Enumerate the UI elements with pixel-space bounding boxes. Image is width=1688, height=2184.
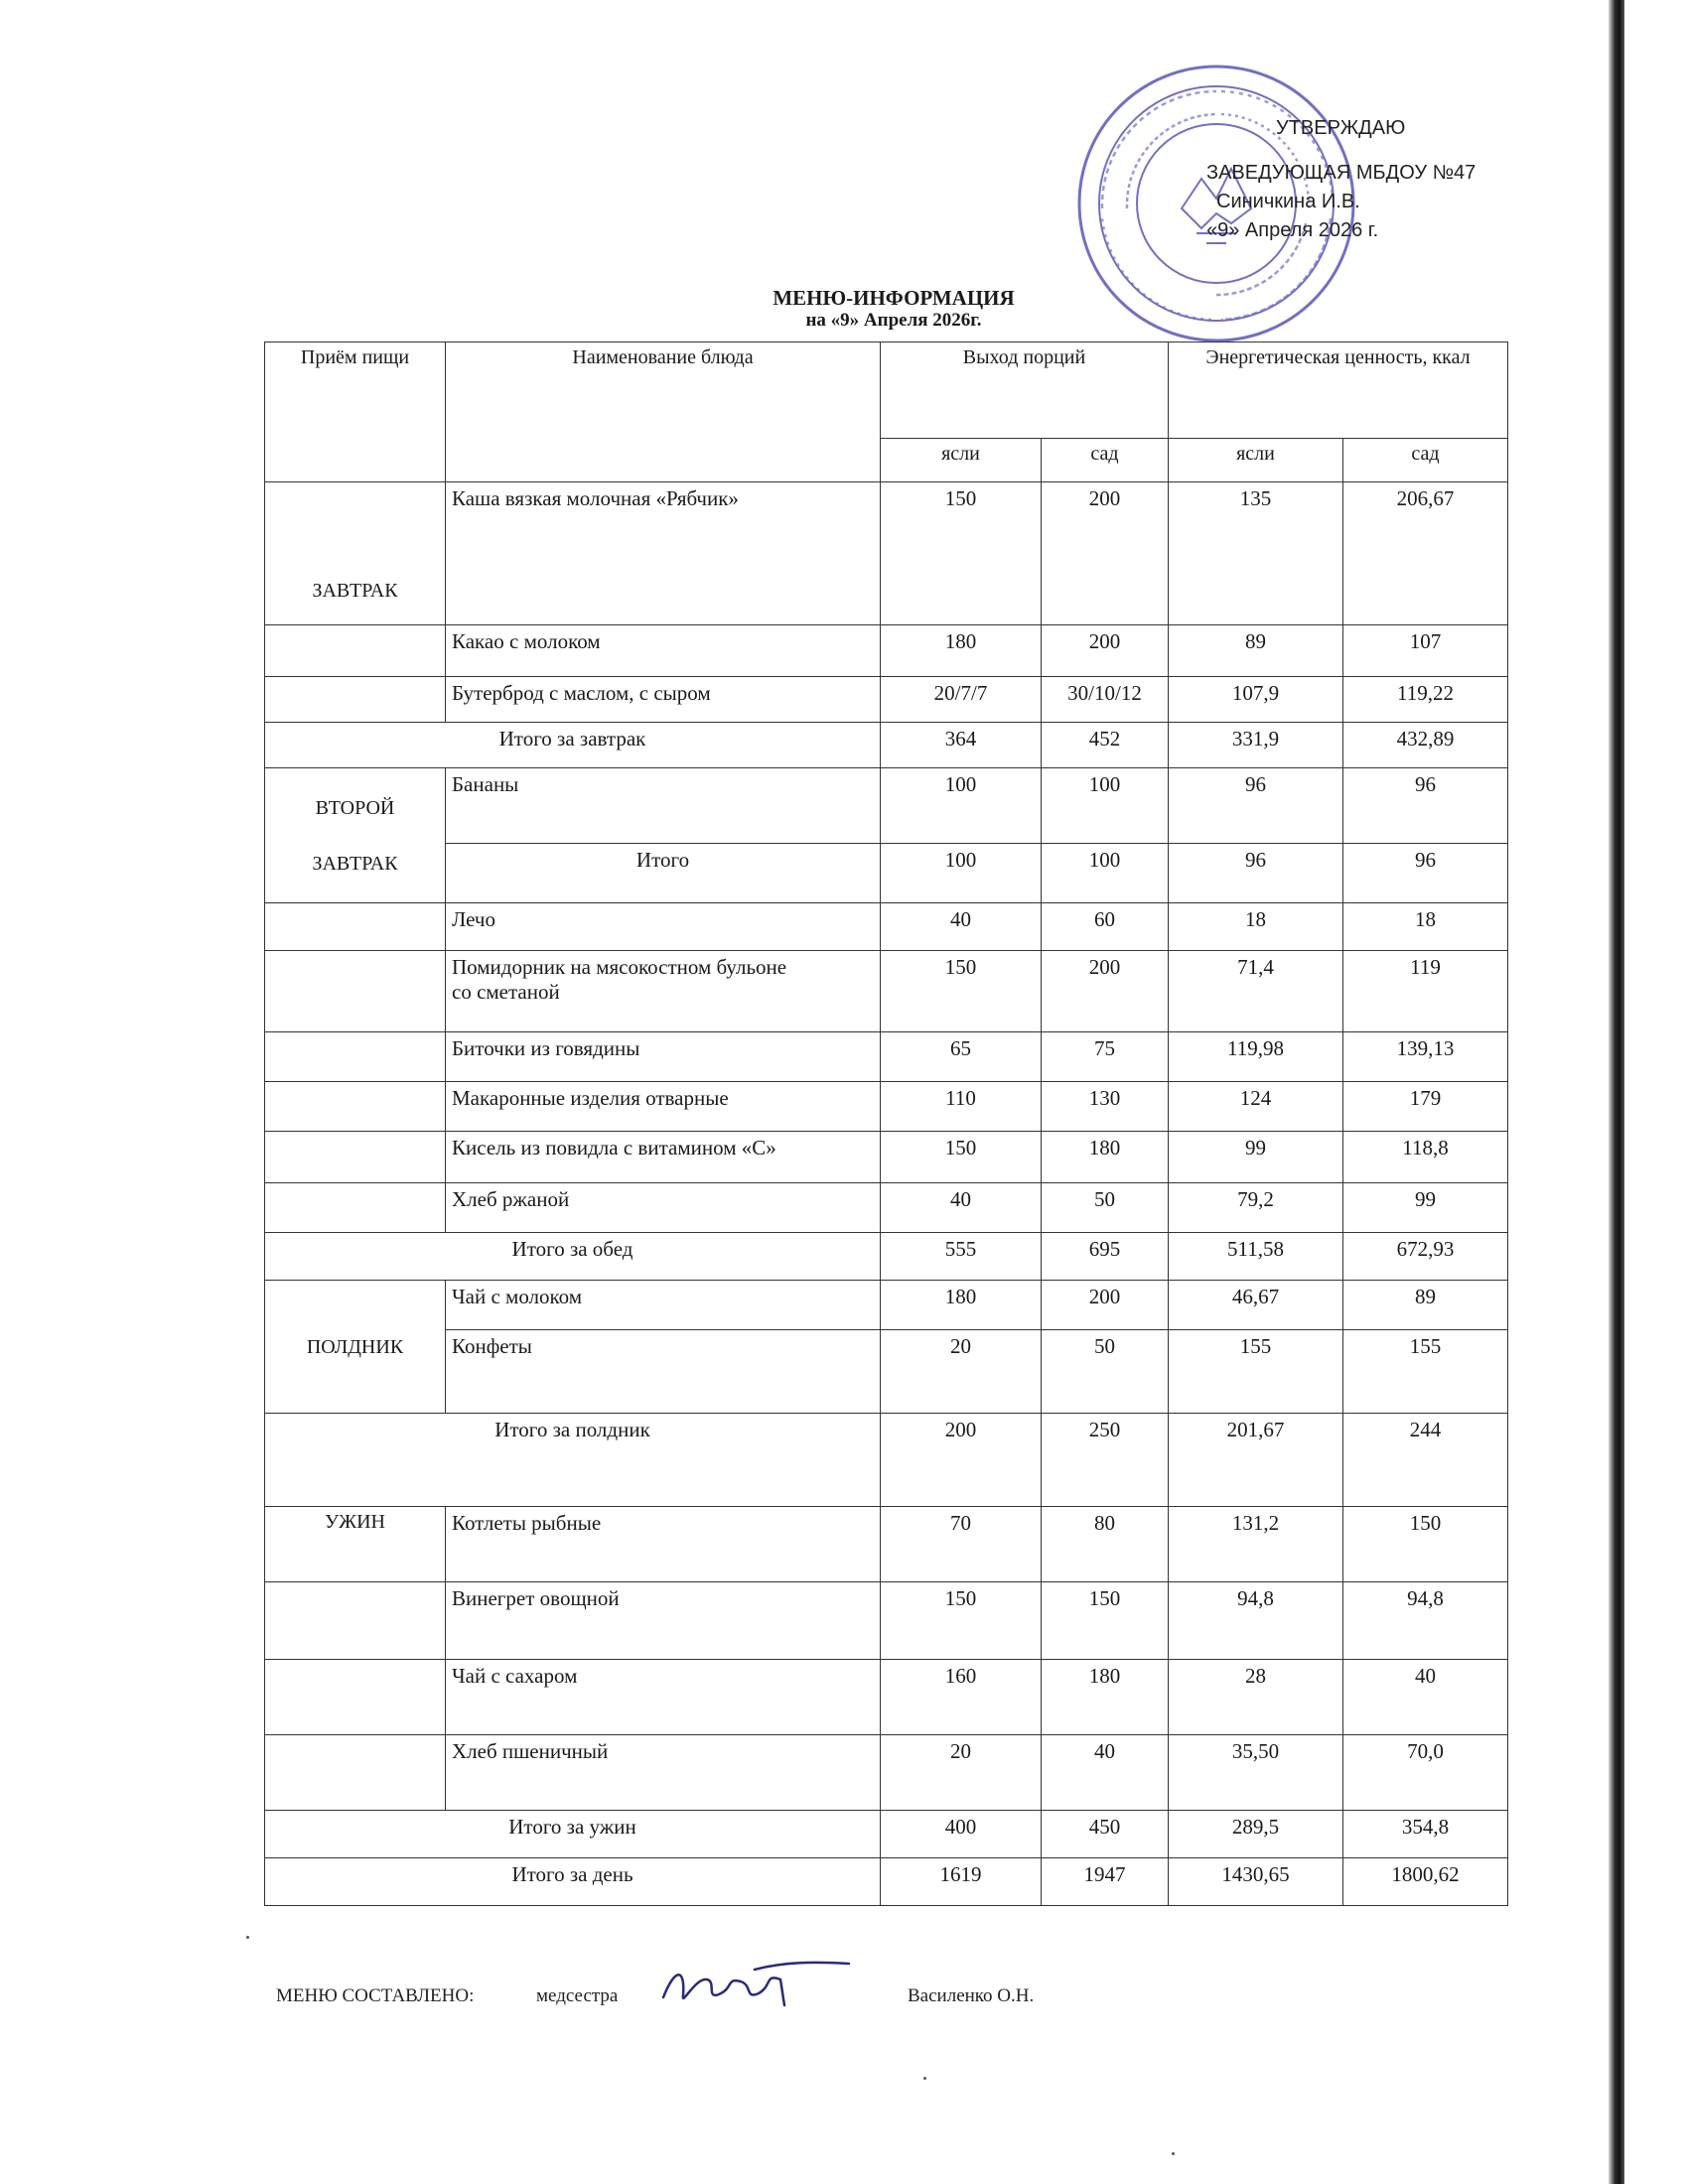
meal-second-breakfast [265, 768, 446, 903]
dish-name: Котлеты рыбные [446, 1507, 881, 1582]
scan-edge [1609, 0, 1624, 2184]
table-row [265, 1330, 1508, 1414]
kcal-nursery: 99 [1169, 1132, 1343, 1183]
dish-name: Какао с молоком [446, 625, 881, 677]
table-row [265, 1183, 1508, 1233]
value-garden: 200 [1042, 1281, 1169, 1330]
kcal-garden: 155 [1343, 1330, 1508, 1414]
value-nursery: 20 [881, 1735, 1042, 1811]
kcal-garden: 70,0 [1343, 1735, 1508, 1811]
signature [655, 1958, 854, 2017]
total-garden: 250 [1042, 1414, 1169, 1507]
value-garden: 150 [1042, 1582, 1169, 1660]
meal-second-breakfast-line1: ВТОРОЙ [315, 796, 395, 819]
value-garden: 80 [1042, 1507, 1169, 1582]
kcal-nursery: 124 [1169, 1082, 1343, 1132]
table-row [265, 768, 1508, 844]
dish-name: Каша вязкая молочная «Рябчик» [446, 482, 881, 625]
table-row [265, 1032, 1508, 1082]
total-row [265, 1233, 1508, 1281]
kcal-nursery: 119,98 [1169, 1032, 1343, 1082]
total-garden: 1947 [1042, 1858, 1169, 1906]
approval-name: Синичкина И.В. [1216, 191, 1360, 212]
kcal-garden: 89 [1343, 1281, 1508, 1330]
header-dish: Наименование блюда [446, 342, 881, 482]
value-garden: 50 [1042, 1330, 1169, 1414]
total-kcal-garden: 672,93 [1343, 1233, 1508, 1281]
header-portions: Выход порций [881, 342, 1169, 439]
page-title [556, 286, 1231, 332]
value-nursery: 150 [881, 1132, 1042, 1183]
dish-name: Чай с сахаром [446, 1660, 881, 1735]
kcal-nursery: 107,9 [1169, 677, 1343, 723]
kcal-garden: 139,13 [1343, 1032, 1508, 1082]
value-garden: 200 [1042, 951, 1169, 1032]
total-kcal-nursery: 289,5 [1169, 1811, 1343, 1858]
total-nursery: 555 [881, 1233, 1042, 1281]
title-date: на «9» Апреля 2026г. [805, 310, 982, 331]
header-nursery-kcal: ясли [1169, 439, 1343, 482]
kcal-nursery: 35,50 [1169, 1735, 1343, 1811]
dish-name: Бананы [446, 768, 881, 844]
meal-cell [265, 677, 446, 723]
footer-role: медсестра [536, 1985, 619, 2006]
total-row [265, 1811, 1508, 1858]
table-row [265, 951, 1508, 1032]
value-garden: 100 [1042, 768, 1169, 844]
kcal-garden: 94,8 [1343, 1582, 1508, 1660]
value-nursery: 180 [881, 1281, 1042, 1330]
table-row [265, 1507, 1508, 1582]
scan-speck [923, 2077, 926, 2080]
meal-second-breakfast-line2: ЗАВТРАК [312, 852, 398, 875]
kcal-garden: 40 [1343, 1660, 1508, 1735]
kcal-garden: 18 [1343, 903, 1508, 951]
value-garden: 30/10/12 [1042, 677, 1169, 723]
meal-cell [265, 625, 446, 677]
meal-cell [265, 1032, 446, 1082]
meal-cell [265, 1735, 446, 1811]
value-garden: 200 [1042, 625, 1169, 677]
meal-cell [265, 951, 446, 1032]
total-label: Итого [446, 844, 881, 903]
total-row [265, 1414, 1508, 1507]
kcal-nursery: 28 [1169, 1660, 1343, 1735]
value-nursery: 40 [881, 903, 1042, 951]
meal-snack: ПОЛДНИК [265, 1281, 446, 1414]
kcal-nursery: 79,2 [1169, 1183, 1343, 1233]
kcal-nursery: 89 [1169, 625, 1343, 677]
kcal-nursery: 18 [1169, 903, 1343, 951]
scan-speck [246, 1936, 249, 1939]
value-garden: 200 [1042, 482, 1169, 625]
scan-speck [1172, 2152, 1175, 2155]
kcal-nursery: 96 [1169, 768, 1343, 844]
dish-name: Макаронные изделия отварные [446, 1082, 881, 1132]
total-row [265, 844, 1508, 903]
meal-dinner: УЖИН [265, 1507, 446, 1582]
meal-cell [265, 903, 446, 951]
approval-date: «9» Апреля 2026 г. [1206, 219, 1379, 241]
title-main: МЕНЮ-ИНФОРМАЦИЯ [773, 286, 1015, 310]
total-garden: 100 [1042, 844, 1169, 903]
value-garden: 75 [1042, 1032, 1169, 1082]
value-nursery: 40 [881, 1183, 1042, 1233]
total-nursery: 1619 [881, 1858, 1042, 1906]
table-row [265, 1082, 1508, 1132]
total-nursery: 200 [881, 1414, 1042, 1507]
day-total-row [265, 1858, 1508, 1906]
kcal-nursery: 94,8 [1169, 1582, 1343, 1660]
dish-name: Бутерброд с маслом, с сыром [446, 677, 881, 723]
header-meal: Приём пищи [265, 342, 446, 482]
total-garden: 450 [1042, 1811, 1169, 1858]
table-row [265, 1281, 1508, 1330]
kcal-garden: 179 [1343, 1082, 1508, 1132]
total-kcal-nursery: 1430,65 [1169, 1858, 1343, 1906]
value-garden: 130 [1042, 1082, 1169, 1132]
kcal-nursery: 155 [1169, 1330, 1343, 1414]
total-label: Итого за обед [265, 1233, 881, 1281]
total-nursery: 364 [881, 723, 1042, 768]
value-nursery: 150 [881, 951, 1042, 1032]
footer-name: Василенко О.Н. [908, 1985, 1035, 2006]
dish-name: Хлеб пшеничный [446, 1735, 881, 1811]
kcal-nursery: 135 [1169, 482, 1343, 625]
footer-composed: МЕНЮ СОСТАВЛЕНО: [276, 1985, 475, 2006]
dish-name: Винегрет овощной [446, 1582, 881, 1660]
total-label: Итого за ужин [265, 1811, 881, 1858]
table-row [265, 903, 1508, 951]
meal-cell [265, 1082, 446, 1132]
value-nursery: 70 [881, 1507, 1042, 1582]
total-kcal-garden: 244 [1343, 1414, 1508, 1507]
total-kcal-nursery: 201,67 [1169, 1414, 1343, 1507]
total-kcal-garden: 432,89 [1343, 723, 1508, 768]
header-energy: Энергетическая ценность, ккал [1169, 342, 1508, 439]
total-kcal-nursery: 96 [1169, 844, 1343, 903]
value-nursery: 100 [881, 768, 1042, 844]
table-row [265, 1660, 1508, 1735]
value-nursery: 160 [881, 1660, 1042, 1735]
kcal-garden: 119,22 [1343, 677, 1508, 723]
value-nursery: 150 [881, 482, 1042, 625]
kcal-garden: 206,67 [1343, 482, 1508, 625]
value-nursery: 110 [881, 1082, 1042, 1132]
total-row [265, 723, 1508, 768]
dish-name: Хлеб ржаной [446, 1183, 881, 1233]
meal-cell [265, 1183, 446, 1233]
total-nursery: 400 [881, 1811, 1042, 1858]
total-kcal-garden: 96 [1343, 844, 1508, 903]
total-kcal-garden: 354,8 [1343, 1811, 1508, 1858]
approval-position: ЗАВЕДУЮЩАЯ МБДОУ №47 [1206, 162, 1477, 184]
value-garden: 180 [1042, 1132, 1169, 1183]
value-nursery: 150 [881, 1582, 1042, 1660]
total-kcal-garden: 1800,62 [1343, 1858, 1508, 1906]
meal-cell [265, 1582, 446, 1660]
value-nursery: 180 [881, 625, 1042, 677]
value-garden: 50 [1042, 1183, 1169, 1233]
table-row [265, 1735, 1508, 1811]
kcal-nursery: 71,4 [1169, 951, 1343, 1032]
header-nursery: ясли [881, 439, 1042, 482]
table-row [265, 1132, 1508, 1183]
kcal-garden: 96 [1343, 768, 1508, 844]
kcal-garden: 107 [1343, 625, 1508, 677]
value-nursery: 20 [881, 1330, 1042, 1414]
total-kcal-nursery: 331,9 [1169, 723, 1343, 768]
meal-cell [265, 1660, 446, 1735]
total-nursery: 100 [881, 844, 1042, 903]
dish-name: Биточки из говядины [446, 1032, 881, 1082]
kcal-garden: 99 [1343, 1183, 1508, 1233]
total-label: Итого за день [265, 1858, 881, 1906]
table-row [265, 677, 1508, 723]
header-garden-kcal: сад [1343, 439, 1508, 482]
total-garden: 452 [1042, 723, 1169, 768]
kcal-garden: 118,8 [1343, 1132, 1508, 1183]
dish-name: Чай с молоком [446, 1281, 881, 1330]
total-kcal-nursery: 511,58 [1169, 1233, 1343, 1281]
kcal-nursery: 131,2 [1169, 1507, 1343, 1582]
value-nursery: 65 [881, 1032, 1042, 1082]
dish-name: Кисель из повидла с витамином «С» [446, 1132, 881, 1183]
table-row [265, 625, 1508, 677]
approval-block [1206, 114, 1504, 245]
total-label: Итого за завтрак [265, 723, 881, 768]
meal-breakfast: ЗАВТРАК [265, 482, 446, 625]
value-garden: 60 [1042, 903, 1169, 951]
header-garden: сад [1042, 439, 1169, 482]
table-row [265, 482, 1508, 625]
meal-cell [265, 1132, 446, 1183]
dish-name: Помидорник на мясокостном бульоне со сметаной [446, 951, 881, 1032]
value-garden: 180 [1042, 1660, 1169, 1735]
table-row [265, 1582, 1508, 1660]
total-label: Итого за полдник [265, 1414, 881, 1507]
value-nursery: 20/7/7 [881, 677, 1042, 723]
total-garden: 695 [1042, 1233, 1169, 1281]
kcal-garden: 150 [1343, 1507, 1508, 1582]
dish-name: Лечо [446, 903, 881, 951]
kcal-garden: 119 [1343, 951, 1508, 1032]
kcal-nursery: 46,67 [1169, 1281, 1343, 1330]
value-garden: 40 [1042, 1735, 1169, 1811]
dish-name: Конфеты [446, 1330, 881, 1414]
approval-approve: УТВЕРЖДАЮ [1276, 117, 1406, 139]
header-row [265, 342, 1508, 439]
menu-table [264, 341, 1508, 1906]
